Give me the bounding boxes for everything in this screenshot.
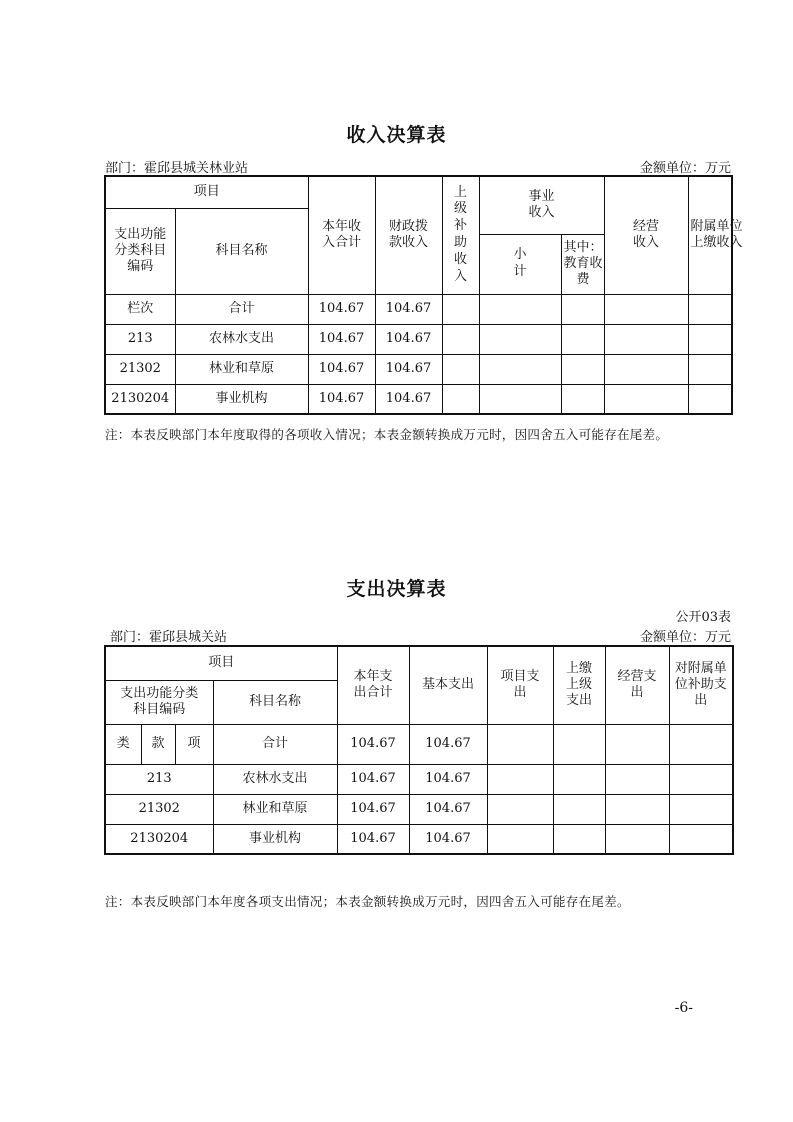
cell-empty xyxy=(604,354,688,384)
table-row xyxy=(105,764,733,794)
cell-kuan: 款 xyxy=(141,724,175,764)
expense-table-title: 支出决算表 xyxy=(346,578,447,600)
cell-empty xyxy=(688,384,732,414)
expense-header-item: 项目 xyxy=(105,646,337,680)
cell-empty xyxy=(442,354,479,384)
cell-total: 104.67 xyxy=(337,764,409,794)
expense-header-total: 本年支出合计 xyxy=(337,646,409,724)
income-department: 部门：霍邱县城关林业站 xyxy=(105,161,249,176)
cell-empty xyxy=(479,384,561,414)
cell-empty xyxy=(604,324,688,354)
cell-code: 213 xyxy=(105,324,175,354)
cell-empty xyxy=(442,294,479,324)
cell-empty xyxy=(553,764,605,794)
cell-empty xyxy=(669,824,733,854)
cell-basic: 104.67 xyxy=(409,794,487,824)
cell-fiscal: 104.67 xyxy=(375,354,442,384)
expense-header-affiliated: 对附属单位补助支出 xyxy=(669,646,733,724)
cell-empty xyxy=(479,354,561,384)
cell-basic: 104.67 xyxy=(409,724,487,764)
income-note: 注：本表反映部门本年度取得的各项收入情况；本表金额转换成万元时，因四舍五入可能存在尾差。 xyxy=(105,427,669,442)
expense-header-project: 项目支出 xyxy=(487,646,553,724)
table-row xyxy=(105,354,732,384)
income-header-superior: 上级补助收入 xyxy=(442,176,479,294)
cell-empty xyxy=(604,294,688,324)
cell-code: 21302 xyxy=(105,354,175,384)
table-row xyxy=(105,794,733,824)
expense-total-row xyxy=(105,724,733,764)
cell-empty xyxy=(487,794,553,824)
cell-empty xyxy=(669,724,733,764)
cell-empty xyxy=(553,794,605,824)
expense-department: 部门：霍邱县城关站 xyxy=(110,630,228,645)
cell-code: 栏次 xyxy=(105,294,175,324)
expense-header-basic: 基本支出 xyxy=(409,646,487,724)
cell-total: 104.67 xyxy=(337,724,409,764)
cell-empty xyxy=(553,824,605,854)
cell-empty xyxy=(479,294,561,324)
cell-code: 21302 xyxy=(105,794,213,824)
income-table xyxy=(104,175,743,415)
income-header-item: 项目 xyxy=(105,176,308,208)
income-header-code: 支出功能分类科目编码 xyxy=(105,208,175,294)
cell-empty xyxy=(605,724,669,764)
expense-table xyxy=(104,645,734,855)
cell-total: 104.67 xyxy=(308,384,375,414)
income-header-operating: 经营收入 xyxy=(604,176,688,294)
cell-name: 农林水支出 xyxy=(213,764,337,794)
income-total-row xyxy=(105,294,732,324)
cell-name: 事业机构 xyxy=(213,824,337,854)
cell-code: 213 xyxy=(105,764,213,794)
income-header-edu-fee: 其中：教育收费 xyxy=(561,234,604,294)
cell-empty xyxy=(442,384,479,414)
cell-empty xyxy=(605,824,669,854)
table-row xyxy=(105,824,733,854)
cell-code: 2130204 xyxy=(105,824,213,854)
income-header-business: 事业收入 xyxy=(479,176,604,234)
income-header-name: 科目名称 xyxy=(175,208,308,294)
cell-fiscal: 104.67 xyxy=(375,324,442,354)
cell-name: 农林水支出 xyxy=(175,324,308,354)
cell-empty xyxy=(561,384,604,414)
cell-empty xyxy=(688,294,732,324)
cell-fiscal: 104.67 xyxy=(375,294,442,324)
cell-empty xyxy=(553,724,605,764)
income-table-title: 收入决算表 xyxy=(346,124,447,146)
cell-empty xyxy=(561,354,604,384)
cell-fiscal: 104.67 xyxy=(375,384,442,414)
cell-basic: 104.67 xyxy=(409,824,487,854)
income-header-total: 本年收入合计 xyxy=(308,176,375,294)
cell-empty xyxy=(561,324,604,354)
expense-note: 注：本表反映部门本年度各项支出情况；本表金额转换成万元时，因四舍五入可能存在尾差。 xyxy=(105,894,630,909)
page-number: -6- xyxy=(674,1000,693,1016)
cell-total: 104.67 xyxy=(308,354,375,384)
cell-name: 林业和草原 xyxy=(213,794,337,824)
income-amount-unit: 金额单位：万元 xyxy=(639,161,731,176)
cell-empty xyxy=(605,794,669,824)
cell-name: 事业机构 xyxy=(175,384,308,414)
cell-total: 104.67 xyxy=(337,794,409,824)
cell-empty xyxy=(487,764,553,794)
cell-empty xyxy=(688,324,732,354)
cell-name: 合计 xyxy=(213,724,337,764)
cell-empty xyxy=(561,294,604,324)
expense-header-operating: 经营支出 xyxy=(605,646,669,724)
cell-empty xyxy=(669,764,733,794)
expense-header-code: 支出功能分类科目编码 xyxy=(105,680,213,724)
table-row xyxy=(105,384,732,414)
expense-amount-unit: 金额单位：万元 xyxy=(639,630,731,645)
expense-header-superior: 上缴上级支出 xyxy=(553,646,605,724)
cell-xiang: 项 xyxy=(175,724,213,764)
income-header-fiscal: 财政拨款收入 xyxy=(375,176,442,294)
cell-empty xyxy=(487,724,553,764)
cell-empty xyxy=(442,324,479,354)
cell-empty xyxy=(487,824,553,854)
cell-total: 104.67 xyxy=(308,324,375,354)
table-row xyxy=(105,324,732,354)
cell-code: 2130204 xyxy=(105,384,175,414)
cell-empty xyxy=(669,794,733,824)
cell-lei: 类 xyxy=(105,724,141,764)
cell-empty xyxy=(604,384,688,414)
income-header-subtotal: 小计 xyxy=(479,234,561,294)
cell-empty xyxy=(688,354,732,384)
cell-basic: 104.67 xyxy=(409,764,487,794)
cell-name: 林业和草原 xyxy=(175,354,308,384)
expense-form-number: 公开03表 xyxy=(675,610,731,625)
cell-empty xyxy=(605,764,669,794)
cell-total: 104.67 xyxy=(308,294,375,324)
cell-name: 合计 xyxy=(175,294,308,324)
cell-empty xyxy=(479,324,561,354)
income-header-affiliated: 附属单位上缴收入 xyxy=(688,176,732,294)
expense-header-name: 科目名称 xyxy=(213,680,337,724)
cell-total: 104.67 xyxy=(337,824,409,854)
